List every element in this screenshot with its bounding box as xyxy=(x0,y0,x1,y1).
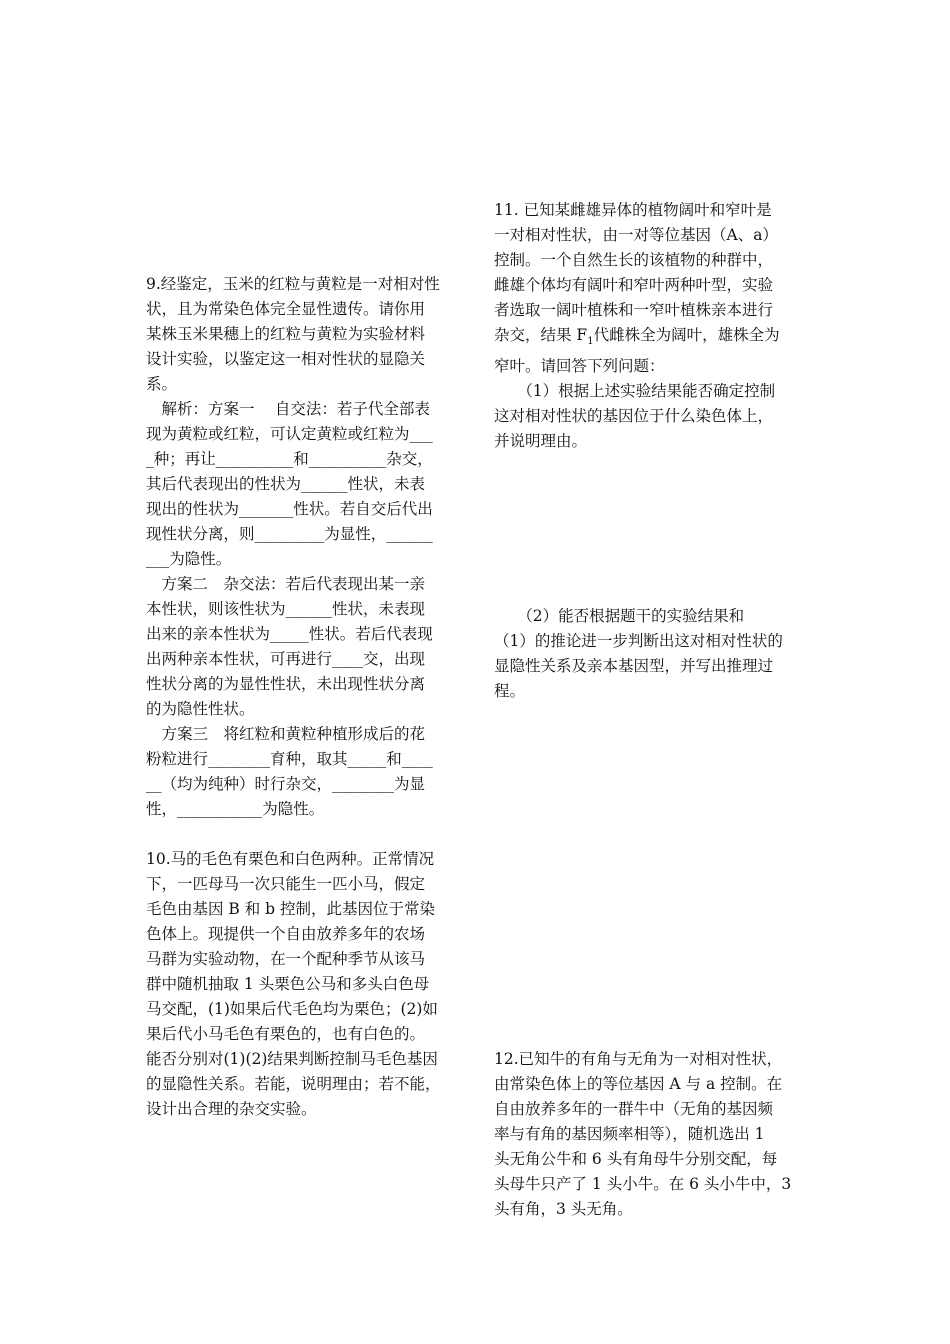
q9-plan1-line: 现为黄粒或红粒，可认定黄粒或红粒为___ xyxy=(146,425,433,443)
q9-plan2-line: 本性状，则该性状为______性状，未表现 xyxy=(146,600,426,618)
q11-text-after-sub: 代雌株全为阔叶，雄株全为 xyxy=(593,326,780,344)
q11-line: 控制。一个自然生长的该植物的种群中， xyxy=(494,251,774,269)
q9-plan2-line: 出来的亲本性状为_____性状。若后代表现 xyxy=(146,625,433,643)
q12-line: 12.已知牛的有角与无角为一对相对性状， xyxy=(494,1050,783,1068)
q11-sub2-line: （2）能否根据题干的实验结果和 xyxy=(494,607,745,626)
q11-line: 窄叶。请回答下列问题： xyxy=(494,357,665,376)
q11-subscript: 1 xyxy=(587,336,594,348)
q9-plan1-line: 现出的性状为_______性状。若自交后代出 xyxy=(146,500,433,518)
q9-plan1-line: 解析：方案一 自交法：若子代全部表 xyxy=(146,400,430,418)
q10-line: 能否分别对(1)(2)结果判断控制马毛色基因 xyxy=(146,1050,438,1068)
q9-plan2-line: 性状分离的为显性性状，未出现性状分离 xyxy=(146,675,426,693)
q9-plan3-line: __（均为纯种）时行杂交，________为显 xyxy=(146,775,426,793)
q11-sub2-line: （1）的推论进一步判断出这对相对性状的 xyxy=(494,632,783,651)
q11-sub2-line: 程。 xyxy=(494,682,526,701)
q9-stem-line: 9.经鉴定，玉米的红粒与黄粒是一对相对性 xyxy=(146,275,440,293)
q9-plan2-line: 出两种亲本性状，可再进行____交，出现 xyxy=(146,650,426,668)
q11-line: 者选取一阔叶植株和一窄叶植株亲本进行 xyxy=(494,301,774,319)
q9-plan1-line: ___为隐性。 xyxy=(146,550,232,568)
q10-line: 群中随机抽取 1 头栗色公马和多头白色母 xyxy=(146,975,430,993)
q12-line: 头无角公牛和 6 头有角母牛分别交配，每 xyxy=(494,1150,778,1168)
q10-line: 10.马的毛色有栗色和白色两种。正常情况 xyxy=(146,850,435,868)
q11-line: 11. 已知某雌雄异体的植物阔叶和窄叶是 xyxy=(494,201,772,219)
q9-stem-line: 状，且为常染色体完全显性遗传。请你用 xyxy=(146,300,426,318)
q11-sub2-line: 显隐性关系及亲本基因型，并写出推理过 xyxy=(494,657,774,676)
q11-sub1-line: 这对相对性状的基因位于什么染色体上， xyxy=(494,407,774,426)
q9-plan3-line: 粉粒进行________育种，取其_____和____ xyxy=(146,750,433,768)
q12-line: 由常染色体上的等位基因 A 与 a 控制。在 xyxy=(494,1075,783,1093)
q12-line: 自由放养多年的一群牛中（无角的基因频 xyxy=(494,1100,774,1118)
q12-line: 头有角，3 头无角。 xyxy=(494,1200,633,1218)
q9-plan3-line: 性，___________为隐性。 xyxy=(146,800,325,818)
q10-line: 色体上。现提供一个自由放养多年的农场 xyxy=(146,925,426,943)
q9-plan2-line: 方案二 杂交法：若后代表现出某一亲 xyxy=(146,575,426,593)
q10-line: 设计出合理的杂交实验。 xyxy=(146,1100,317,1118)
q9-stem-line: 系。 xyxy=(146,375,178,393)
q9-stem-line: 设计实验，以鉴定这一相对性状的显隐关 xyxy=(146,350,426,368)
q10-line: 的显隐性关系。若能，说明理由；若不能， xyxy=(146,1075,441,1093)
q12-line: 头母牛只产了 1 头小牛。在 6 头小牛中，3 xyxy=(494,1175,792,1193)
q9-plan1-line: 现性状分离，则_________为显性，______ xyxy=(146,525,433,543)
question-12 xyxy=(494,1047,812,1222)
q9-plan1-line: 其后代表现出的性状为______性状，未表 xyxy=(146,475,426,493)
q11-line xyxy=(494,323,812,354)
q10-line: 马交配，(1)如果后代毛色均为栗色；(2)如 xyxy=(146,1000,438,1018)
q12-line: 率与有角的基因频率相等），随机选出 1 xyxy=(494,1125,765,1143)
q10-line: 果后代小马毛色有栗色的，也有白色的。 xyxy=(146,1025,426,1043)
q10-line: 下，一匹母马一次只能生一匹小马，假定 xyxy=(146,875,426,893)
q9-plan2-line: 的为隐性性状。 xyxy=(146,700,255,718)
q11-sub1-line: 并说明理由。 xyxy=(494,432,588,451)
q10-line: 毛色由基因 B 和 b 控制，此基因位于常染 xyxy=(146,900,436,918)
q11-line: 雌雄个体均有阔叶和窄叶两种叶型，实验 xyxy=(494,276,774,294)
question-9 xyxy=(146,272,464,822)
q11-text-before-sub: 杂交，结果 F xyxy=(494,326,588,344)
q10-line: 马群为实验动物，在一个配种季节从该马 xyxy=(146,950,426,968)
question-10 xyxy=(146,847,464,1122)
q9-plan1-line: _种；再让__________和__________杂交， xyxy=(146,450,433,468)
q11-line: 一对相对性状，由一对等位基因（A、a） xyxy=(494,226,778,244)
left-column xyxy=(146,272,464,1122)
question-11 xyxy=(494,198,812,704)
right-column xyxy=(494,198,812,704)
q9-stem-line: 某株玉米果穗上的红粒与黄粒为实验材料 xyxy=(146,325,426,343)
q11-sub1-line: （1）根据上述实验结果能否确定控制 xyxy=(494,382,776,401)
q9-plan3-line: 方案三 将红粒和黄粒种植形成后的花 xyxy=(146,725,426,743)
